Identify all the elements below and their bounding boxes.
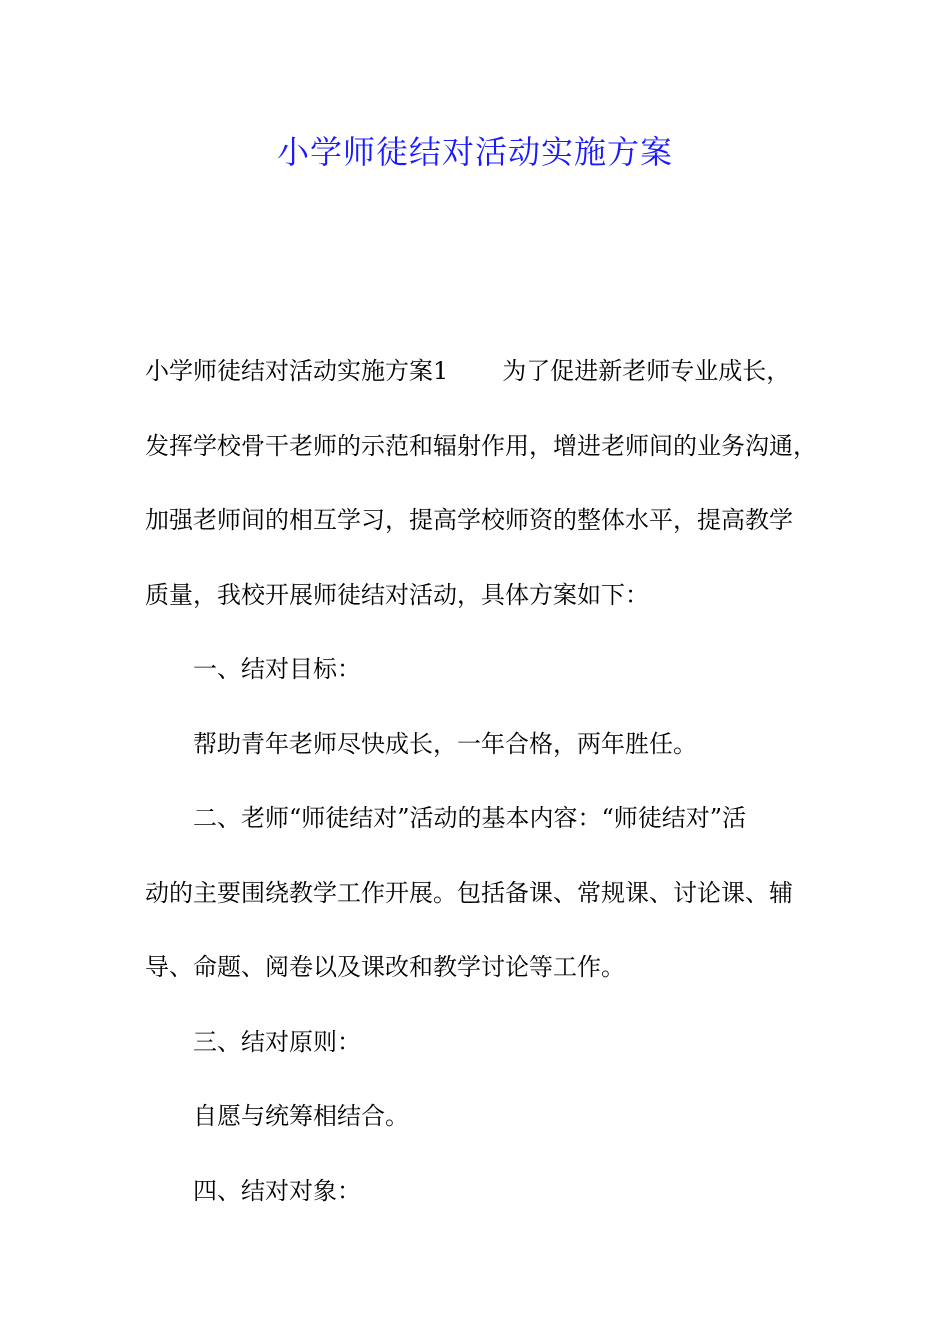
paragraph-line: 动的主要围绕教学工作开展。包括备课、常规课、讨论课、辅 bbox=[145, 878, 793, 907]
document-body bbox=[145, 334, 825, 1228]
paragraph-line: 帮助青年老师尽快成长，一年合格，两年胜任。 bbox=[193, 729, 697, 758]
section-heading: 二、老师“师徒结对”活动的基本内容：“师徒结对”活 bbox=[193, 804, 747, 832]
plan-heading-inline: 小学师徒结对活动实施方案1 bbox=[145, 357, 449, 385]
paragraph-line: 质量，我校开展师徒结对活动，具体方案如下： bbox=[145, 580, 649, 609]
section-heading: 三、结对原则： bbox=[193, 1027, 361, 1056]
section-heading: 四、结对对象： bbox=[193, 1176, 361, 1205]
section-heading: 一、结对目标： bbox=[193, 655, 361, 683]
paragraph-line: 自愿与统筹相结合。 bbox=[193, 1102, 409, 1130]
intro-text: 为了促进新老师专业成长， bbox=[502, 357, 791, 385]
document-title: 小学师徒结对活动实施方案 bbox=[276, 133, 673, 171]
paragraph-line: 加强老师间的相互学习，提高学校师资的整体水平，提高教学 bbox=[145, 506, 793, 534]
paragraph-line: 导、命题、阅卷以及课改和教学讨论等工作。 bbox=[145, 953, 625, 981]
paragraph-line: 发挥学校骨干老师的示范和辐射作用，增进老师间的业务沟通， bbox=[145, 431, 817, 460]
paragraph-line bbox=[145, 334, 825, 409]
